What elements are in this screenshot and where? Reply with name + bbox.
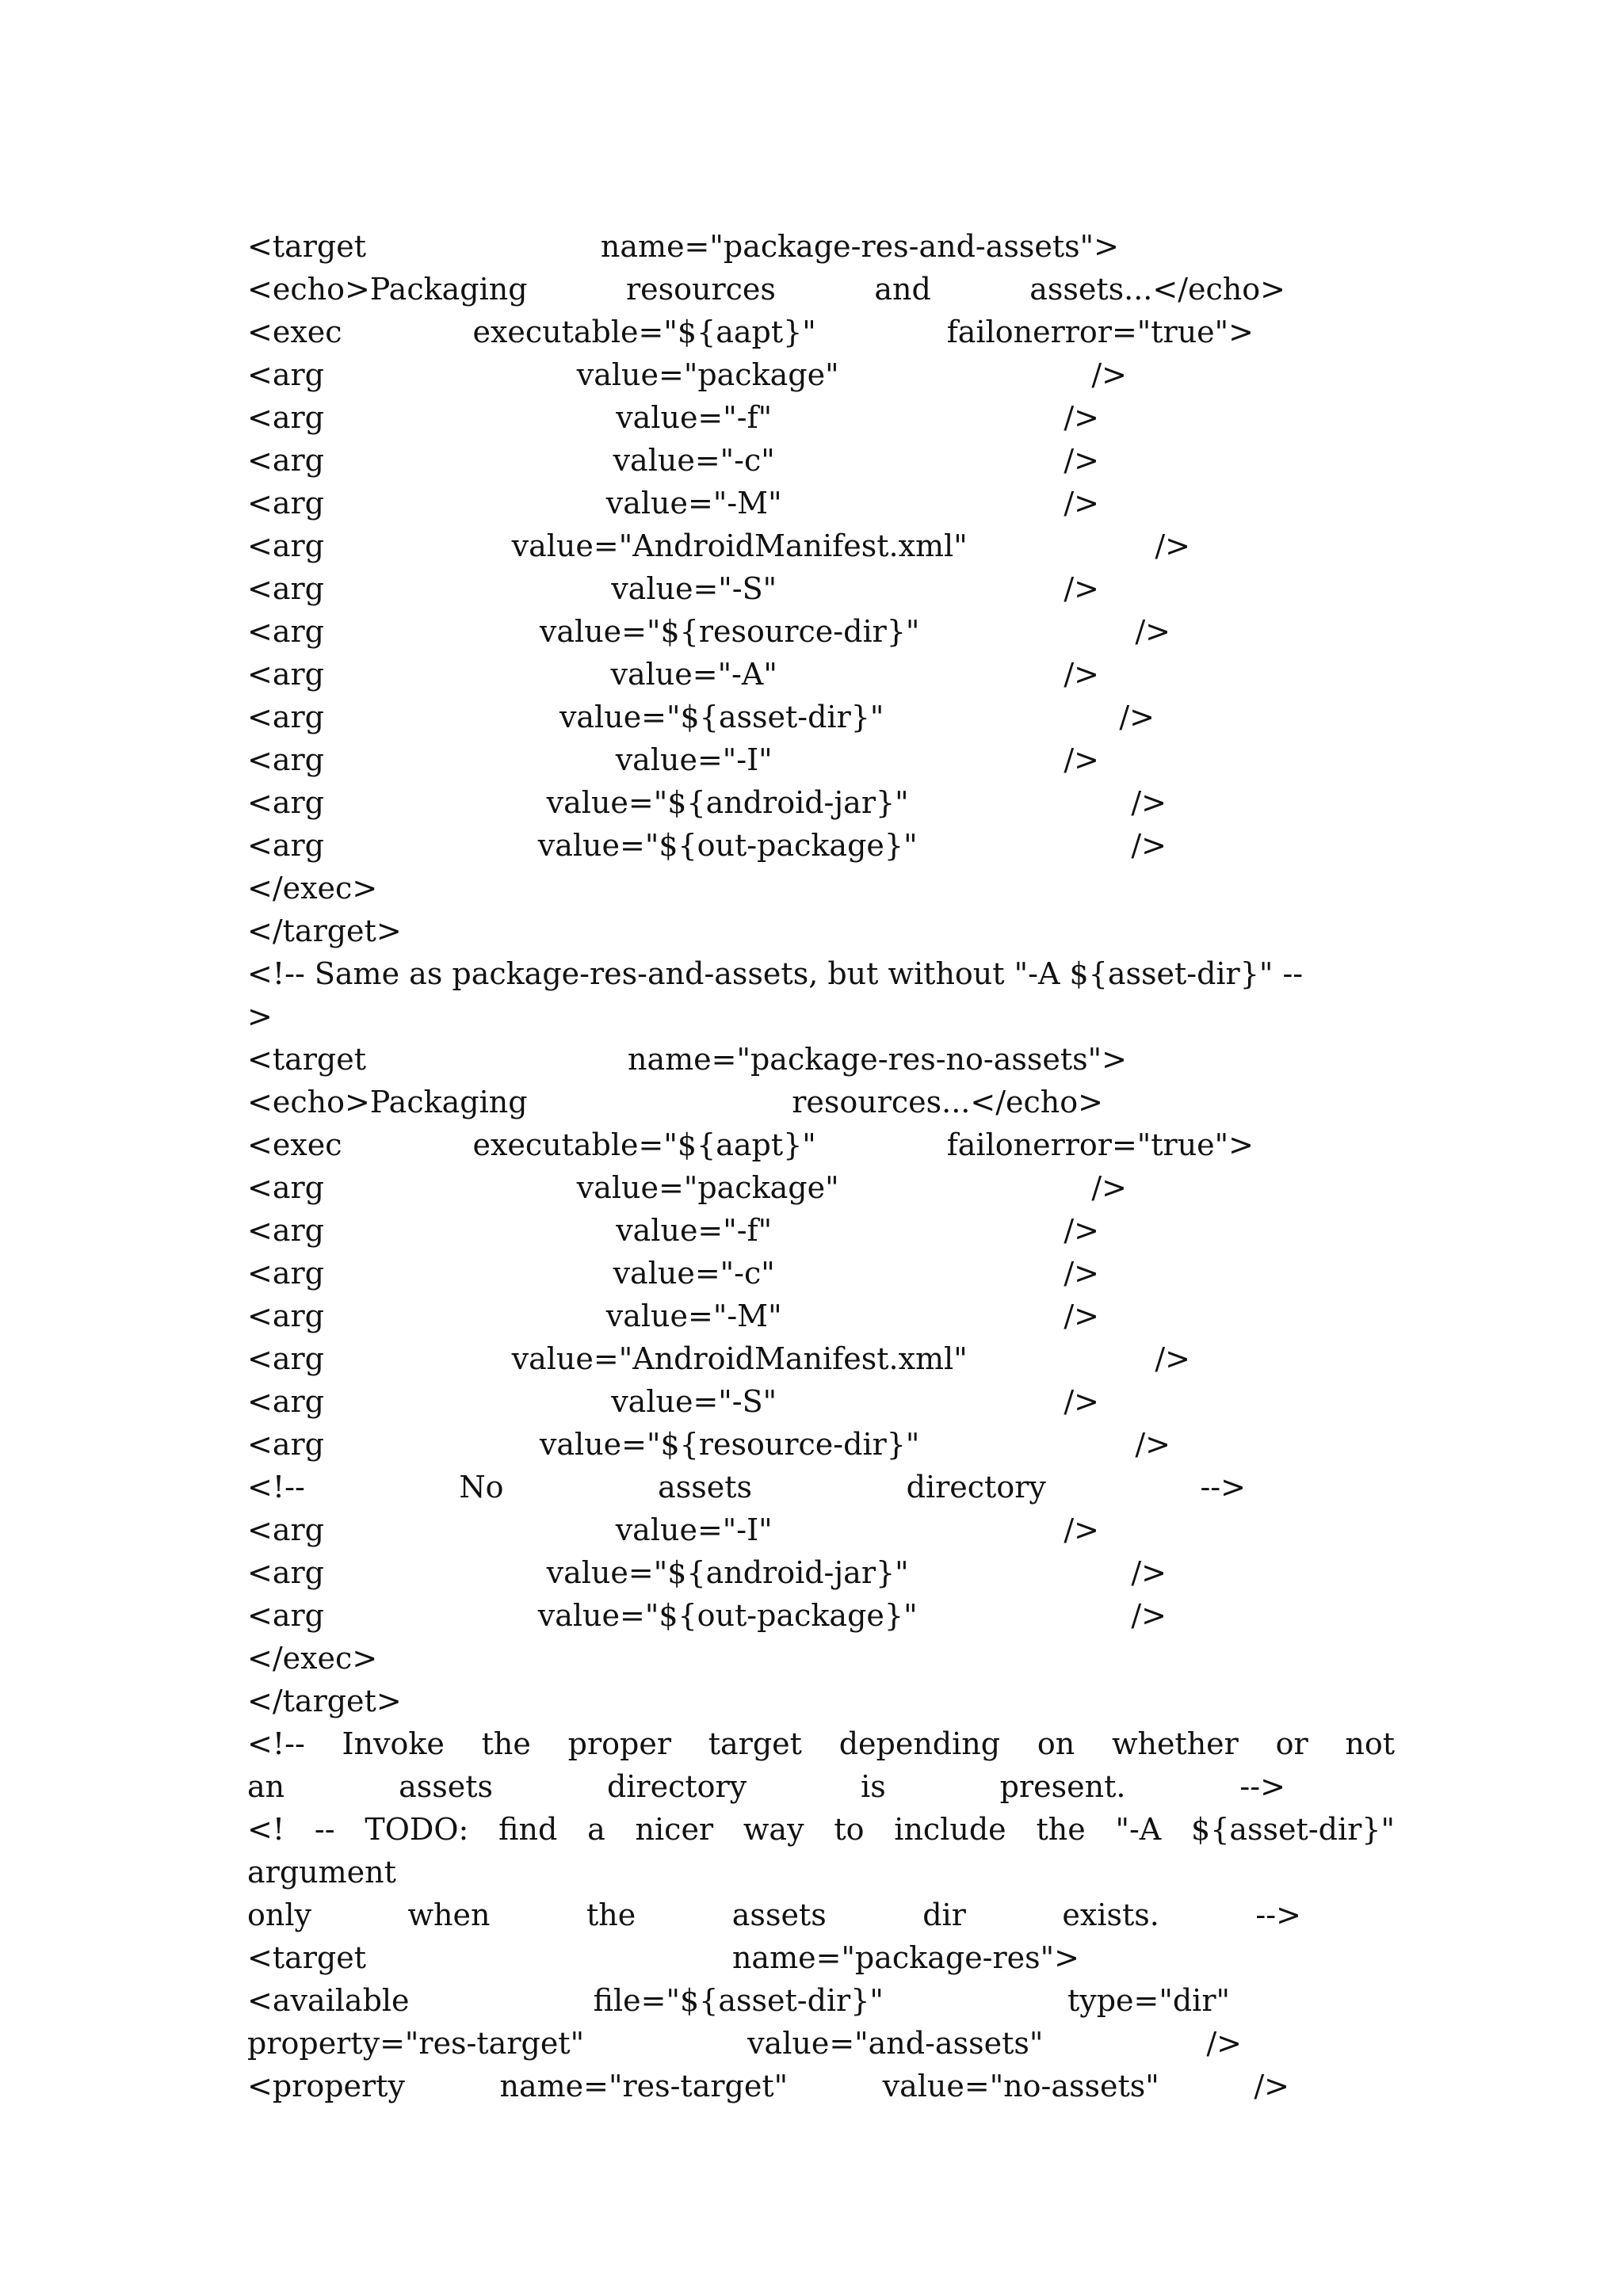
code-token: />	[1131, 1598, 1167, 1633]
code-block	[247, 225, 1395, 2107]
code-token: value="${resource-dir}"	[539, 1427, 920, 1462]
code-token: property="res-target"	[247, 2026, 585, 2061]
code-token: value="${asset-dir}"	[559, 700, 884, 734]
code-line	[247, 1466, 1246, 1508]
code-token: assets	[731, 1897, 827, 1932]
code-line	[247, 1936, 1079, 1979]
code-token: <arg	[247, 1598, 324, 1633]
code-token: <arg	[247, 1555, 324, 1590]
code-token: value="-c"	[613, 443, 775, 478]
code-line	[247, 1380, 1099, 1423]
code-token: <arg	[247, 1341, 324, 1376]
code-line	[247, 2065, 1289, 2107]
code-token: assets	[658, 1470, 753, 1505]
code-token: resources	[625, 272, 776, 307]
code-token: <arg	[247, 1256, 324, 1291]
code-token: -->	[1255, 1897, 1301, 1932]
code-token: <arg	[247, 1170, 324, 1205]
code-token: executable="${aapt}"	[472, 315, 816, 349]
code-line	[247, 1337, 1190, 1380]
code-token: />	[1135, 614, 1170, 649]
code-line	[247, 1081, 1103, 1123]
code-token: value="AndroidManifest.xml"	[511, 528, 968, 563]
code-line	[247, 1252, 1099, 1295]
code-token: resources...</echo>	[792, 1085, 1103, 1119]
code-token: <!--	[247, 1470, 305, 1505]
code-token: />	[1064, 742, 1099, 777]
code-token: the	[1036, 1812, 1086, 1847]
code-token: -->	[1200, 1470, 1246, 1505]
code-token: depending	[838, 1726, 1001, 1761]
code-line	[247, 1551, 1167, 1594]
code-token: value="-M"	[605, 1299, 782, 1333]
code-token: No	[459, 1470, 504, 1505]
code-token: whether	[1111, 1726, 1239, 1761]
code-token: />	[1119, 700, 1155, 734]
code-token: value="-I"	[615, 742, 773, 777]
code-token: />	[1155, 528, 1190, 563]
code-token: exists.	[1062, 1897, 1159, 1932]
code-token: value="${resource-dir}"	[539, 614, 920, 649]
code-token: value="-A"	[610, 657, 777, 692]
code-token: <target	[247, 1042, 367, 1077]
code-token: failonerror="true">	[946, 315, 1254, 349]
code-token: Invoke	[342, 1726, 445, 1761]
code-token: only	[247, 1897, 311, 1932]
code-token: target	[708, 1726, 802, 1761]
code-token: name="package-res-and-assets">	[600, 229, 1119, 264]
code-line	[247, 1808, 1395, 1851]
code-token: value="${out-package}"	[537, 828, 918, 863]
code-token: />	[1064, 443, 1099, 478]
code-token: value="-S"	[611, 571, 777, 606]
code-token: />	[1155, 1341, 1190, 1376]
code-token: <arg	[247, 700, 324, 734]
code-token: to	[834, 1812, 865, 1847]
code-line	[247, 268, 1285, 311]
code-line	[247, 824, 1167, 867]
code-token: an	[247, 1769, 285, 1804]
code-line	[247, 396, 1099, 439]
code-token: />	[1254, 2069, 1289, 2103]
code-line	[247, 1894, 1301, 1936]
code-token: type="dir"	[1067, 1983, 1230, 2018]
code-token: value="and-assets"	[747, 2026, 1044, 2061]
code-token: />	[1091, 1170, 1127, 1205]
code-token: <echo>Packaging	[247, 272, 528, 307]
code-token: <echo>Packaging	[247, 1085, 528, 1119]
code-token: <arg	[247, 614, 324, 649]
code-line	[247, 1123, 1254, 1166]
code-token: <available	[247, 1983, 410, 2018]
code-token: <arg	[247, 357, 324, 392]
code-token: />	[1064, 1256, 1099, 1291]
code-token: file="${asset-dir}"	[593, 1983, 884, 2018]
code-line	[247, 1423, 1170, 1466]
code-token: </target>	[247, 1684, 402, 1718]
code-line	[247, 311, 1254, 353]
code-token: find	[498, 1812, 558, 1847]
code-token: argument	[247, 1855, 396, 1890]
code-token: <arg	[247, 443, 324, 478]
code-token: />	[1135, 1427, 1170, 1462]
code-token: <target	[247, 229, 367, 264]
code-token: a	[587, 1812, 605, 1847]
code-token: <arg	[247, 742, 324, 777]
code-line	[247, 910, 1395, 952]
code-token: value="${android-jar}"	[546, 1555, 909, 1590]
code-token: </target>	[247, 913, 402, 948]
code-line	[247, 1637, 1395, 1680]
code-token: and	[874, 272, 931, 307]
code-line	[247, 439, 1099, 482]
code-token: ${asset-dir}"	[1191, 1812, 1395, 1847]
code-token: -->	[1239, 1769, 1285, 1804]
code-token: name="package-res">	[731, 1940, 1079, 1975]
code-token: is	[861, 1769, 886, 1804]
code-token: or	[1275, 1726, 1308, 1761]
code-token: <property	[247, 2069, 405, 2103]
code-token: name="res-target"	[499, 2069, 789, 2103]
code-token: <!	[247, 1812, 285, 1847]
code-token: assets	[399, 1769, 493, 1804]
code-token: value="AndroidManifest.xml"	[511, 1341, 968, 1376]
code-token: />	[1064, 400, 1099, 435]
code-line	[247, 952, 1395, 995]
code-token: <arg	[247, 486, 324, 521]
code-token: value="-f"	[616, 1213, 773, 1248]
code-token: <arg	[247, 1213, 324, 1248]
code-token: name="package-res-no-assets">	[628, 1042, 1127, 1077]
code-token: />	[1206, 2026, 1242, 2061]
code-token: value="-c"	[613, 1256, 775, 1291]
code-token: />	[1091, 357, 1127, 392]
code-token: />	[1131, 1555, 1167, 1590]
code-token: on	[1037, 1726, 1075, 1761]
code-token: include	[894, 1812, 1006, 1847]
code-line	[247, 1979, 1230, 2022]
code-token: </exec>	[247, 871, 378, 906]
code-line	[247, 696, 1155, 738]
code-token: directory	[906, 1470, 1046, 1505]
code-token: value="package"	[576, 357, 839, 392]
code-line	[247, 1851, 1395, 1894]
code-token: "-A	[1115, 1812, 1162, 1847]
code-token: when	[407, 1897, 491, 1932]
code-line	[247, 781, 1167, 824]
code-token: way	[743, 1812, 804, 1847]
code-token: </exec>	[247, 1641, 378, 1676]
code-token: />	[1131, 785, 1167, 820]
code-line	[247, 567, 1099, 610]
code-token: failonerror="true">	[946, 1127, 1254, 1162]
code-token: <arg	[247, 1299, 324, 1333]
code-token: <arg	[247, 1512, 324, 1547]
code-token: the	[586, 1897, 636, 1932]
code-token: <arg	[247, 571, 324, 606]
code-line	[247, 353, 1127, 396]
code-line	[247, 738, 1099, 781]
code-line	[247, 610, 1170, 653]
code-token: />	[1064, 1213, 1099, 1248]
code-token: value="package"	[576, 1170, 839, 1205]
code-token: value="${android-jar}"	[546, 785, 909, 820]
code-token: <!-- Same as package-res-and-assets, but without "-A ${asset-dir}" --	[247, 956, 1304, 991]
code-token: <target	[247, 1940, 367, 1975]
code-token: value="-f"	[616, 400, 773, 435]
code-token: value="${out-package}"	[537, 1598, 918, 1633]
code-line	[247, 524, 1190, 567]
code-token: />	[1064, 1299, 1099, 1333]
code-token: value="-M"	[605, 486, 782, 521]
code-token: <arg	[247, 400, 324, 435]
code-token: />	[1064, 571, 1099, 606]
code-line	[247, 867, 1395, 910]
code-line	[247, 1722, 1395, 1765]
code-token: />	[1064, 486, 1099, 521]
code-token: proper	[567, 1726, 671, 1761]
code-line	[247, 1508, 1099, 1551]
code-line	[247, 1594, 1167, 1637]
code-token: the	[481, 1726, 531, 1761]
code-token: />	[1131, 828, 1167, 863]
code-line	[247, 995, 1395, 1038]
code-token: <exec	[247, 1127, 342, 1162]
code-line	[247, 2022, 1242, 2065]
code-line	[247, 1038, 1127, 1081]
code-token: />	[1064, 1384, 1099, 1419]
code-token: <arg	[247, 1427, 324, 1462]
code-line	[247, 1295, 1099, 1337]
code-token: <arg	[247, 657, 324, 692]
code-token: directory	[606, 1769, 747, 1804]
code-token: value="-I"	[615, 1512, 773, 1547]
code-line	[247, 482, 1099, 524]
code-token: <!--	[247, 1726, 305, 1761]
code-token: nicer	[635, 1812, 714, 1847]
code-token: value="no-assets"	[882, 2069, 1159, 2103]
code-token: --	[314, 1812, 335, 1847]
code-token: >	[247, 999, 273, 1034]
code-line	[247, 1765, 1285, 1808]
code-token: dir	[922, 1897, 966, 1932]
code-line	[247, 225, 1119, 268]
code-line	[247, 1680, 1395, 1722]
code-token: not	[1345, 1726, 1395, 1761]
code-token: <arg	[247, 528, 324, 563]
code-line	[247, 653, 1099, 696]
code-token: <arg	[247, 828, 324, 863]
code-line	[247, 1166, 1127, 1209]
code-token: assets...</echo>	[1029, 272, 1285, 307]
code-token: <arg	[247, 785, 324, 820]
code-token: executable="${aapt}"	[472, 1127, 816, 1162]
code-token: />	[1064, 657, 1099, 692]
code-token: present.	[999, 1769, 1126, 1804]
code-token: value="-S"	[611, 1384, 777, 1419]
code-line	[247, 1209, 1099, 1252]
code-token: <exec	[247, 315, 342, 349]
code-token: <arg	[247, 1384, 324, 1419]
code-token: TODO:	[365, 1812, 469, 1847]
code-token: />	[1064, 1512, 1099, 1547]
